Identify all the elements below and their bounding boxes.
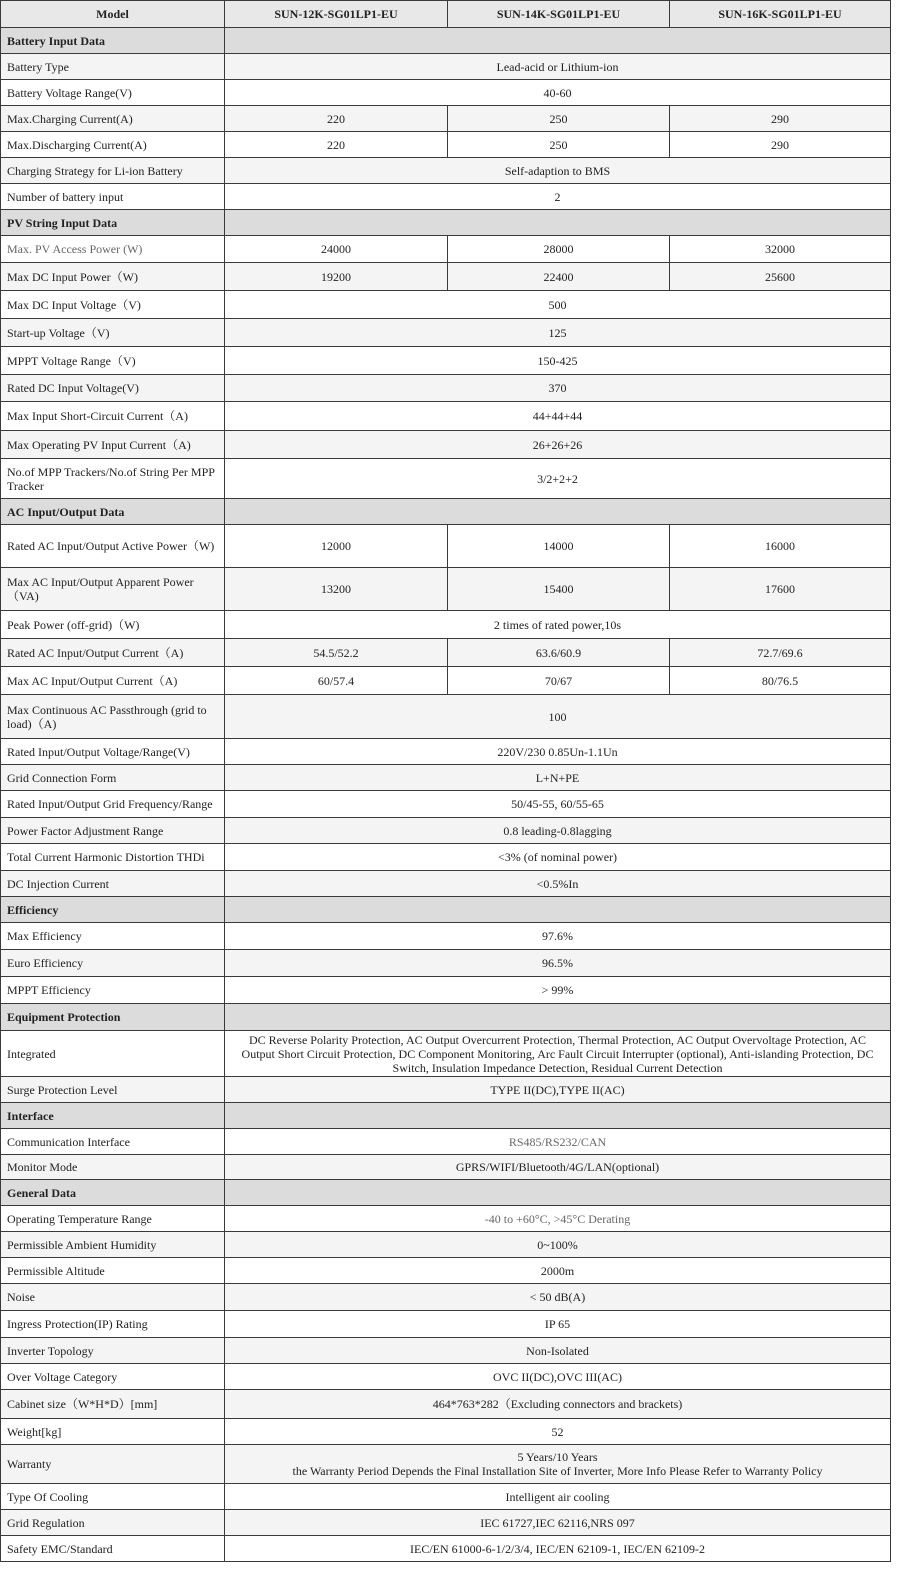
row-label: Type Of Cooling [1, 1484, 225, 1510]
table-row [1, 923, 891, 950]
section-title: Interface [1, 1103, 225, 1129]
row-value-14k: 70/67 [448, 667, 670, 695]
header-row [1, 1, 891, 28]
row-value-12k: 220 [225, 106, 448, 132]
table-row [1, 236, 891, 263]
row-value-12k: 60/57.4 [225, 667, 448, 695]
row-value: 52 [225, 1419, 891, 1445]
row-label: Inverter Topology [1, 1338, 225, 1364]
section-ac [1, 499, 891, 525]
row-value: 2000m [225, 1258, 891, 1284]
table-row [1, 431, 891, 459]
row-value: RS485/RS232/CAN [225, 1129, 891, 1155]
table-row [1, 791, 891, 818]
row-value-16k: 16000 [670, 525, 891, 568]
table-row [1, 1077, 891, 1103]
row-label: Safety EMC/Standard [1, 1536, 225, 1562]
section-pv [1, 210, 891, 236]
row-label: Permissible Altitude [1, 1258, 225, 1284]
row-value: IEC 61727,IEC 62116,NRS 097 [225, 1510, 891, 1536]
table-row [1, 695, 891, 739]
row-label: Max.Charging Current(A) [1, 106, 225, 132]
section-title: PV String Input Data [1, 210, 225, 236]
row-label: Battery Type [1, 54, 225, 80]
row-label: Grid Connection Form [1, 765, 225, 791]
table-row [1, 263, 891, 291]
row-value-14k: 63.6/60.9 [448, 639, 670, 667]
row-value-12k: 12000 [225, 525, 448, 568]
row-value: L+N+PE [225, 765, 891, 791]
row-value: 44+44+44 [225, 402, 891, 431]
row-value: OVC II(DC),OVC III(AC) [225, 1364, 891, 1390]
row-value: > 99% [225, 977, 891, 1004]
table-row [1, 611, 891, 639]
row-value: 96.5% [225, 950, 891, 977]
row-label: Ingress Protection(IP) Rating [1, 1311, 225, 1338]
table-row [1, 132, 891, 158]
row-value: IP 65 [225, 1311, 891, 1338]
section-title: Equipment Protection [1, 1004, 225, 1031]
section-title: Efficiency [1, 897, 225, 923]
table-row [1, 158, 891, 184]
table-row [1, 1510, 891, 1536]
row-label: Number of battery input [1, 184, 225, 210]
section-title: AC Input/Output Data [1, 499, 225, 525]
row-value-16k: 80/76.5 [670, 667, 891, 695]
row-value: 2 [225, 184, 891, 210]
row-label: Noise [1, 1284, 225, 1311]
row-value: <3% (of nominal power) [225, 844, 891, 871]
table-row [1, 54, 891, 80]
row-label: Rated AC Input/Output Active Power（W) [1, 525, 225, 568]
row-value: 0.8 leading-0.8lagging [225, 818, 891, 844]
row-label: Power Factor Adjustment Range [1, 818, 225, 844]
model-header: Model [1, 1, 225, 28]
row-value: Non-Isolated [225, 1338, 891, 1364]
table-row [1, 459, 891, 499]
table-row [1, 319, 891, 347]
table-row [1, 739, 891, 765]
row-value-14k: 250 [448, 132, 670, 158]
warranty-line-2: the Warranty Period Depends the Final Installation Site of Inverter, More Info Please Refer to Warranty Policy [292, 1464, 823, 1478]
row-value: 100 [225, 695, 891, 739]
row-value: Self-adaption to BMS [225, 158, 891, 184]
row-value-16k: 72.7/69.6 [670, 639, 891, 667]
row-label: Max Continuous AC Passthrough (grid to load)（A) [1, 695, 225, 739]
row-label: Max. PV Access Power (W) [1, 236, 225, 263]
table-row [1, 1390, 891, 1419]
row-label: MPPT Voltage Range（V) [1, 347, 225, 375]
row-label: No.of MPP Trackers/No.of String Per MPP Tracker [1, 459, 225, 499]
row-label: Rated AC Input/Output Current（A) [1, 639, 225, 667]
table-row [1, 977, 891, 1004]
section-interface [1, 1103, 891, 1129]
row-label: Max Operating PV Input Current（A) [1, 431, 225, 459]
row-label: Max Input Short-Circuit Current（A) [1, 402, 225, 431]
warranty-line-1: 5 Years/10 Years [517, 1450, 598, 1464]
row-value [225, 1445, 891, 1484]
row-label: Communication Interface [1, 1129, 225, 1155]
table-row [1, 1258, 891, 1284]
row-label: Grid Regulation [1, 1510, 225, 1536]
table-row [1, 525, 891, 568]
table-row [1, 765, 891, 791]
row-value-12k: 13200 [225, 568, 448, 611]
row-label: Warranty [1, 1445, 225, 1484]
row-label: Operating Temperature Range [1, 1206, 225, 1232]
row-value-16k: 17600 [670, 568, 891, 611]
row-label: Rated Input/Output Voltage/Range(V) [1, 739, 225, 765]
row-value-12k: 220 [225, 132, 448, 158]
model-header-14k: SUN-14K-SG01LP1-EU [448, 1, 670, 28]
table-row [1, 291, 891, 319]
table-row [1, 1445, 891, 1484]
row-label: Start-up Voltage（V) [1, 319, 225, 347]
row-value: Lead-acid or Lithium-ion [225, 54, 891, 80]
row-value-14k: 15400 [448, 568, 670, 611]
row-label: Rated DC Input Voltage(V) [1, 375, 225, 402]
table-row [1, 1129, 891, 1155]
row-label: Integrated [1, 1031, 225, 1077]
row-label: Euro Efficiency [1, 950, 225, 977]
row-label: Max Efficiency [1, 923, 225, 950]
table-row [1, 568, 891, 611]
row-value-12k: 24000 [225, 236, 448, 263]
table-row [1, 347, 891, 375]
row-value-14k: 22400 [448, 263, 670, 291]
section-battery [1, 28, 891, 54]
row-value-14k: 250 [448, 106, 670, 132]
section-title: Battery Input Data [1, 28, 225, 54]
table-row [1, 1206, 891, 1232]
table-row [1, 818, 891, 844]
row-value: TYPE II(DC),TYPE II(AC) [225, 1077, 891, 1103]
row-value: < 50 dB(A) [225, 1284, 891, 1311]
row-value: 0~100% [225, 1232, 891, 1258]
table-row [1, 1536, 891, 1562]
row-value-16k: 290 [670, 106, 891, 132]
row-value: <0.5%In [225, 871, 891, 897]
row-value: 220V/230 0.85Un-1.1Un [225, 739, 891, 765]
row-label: Permissible Ambient Humidity [1, 1232, 225, 1258]
row-value-14k: 28000 [448, 236, 670, 263]
row-label: Battery Voltage Range(V) [1, 80, 225, 106]
table-row [1, 375, 891, 402]
row-label: Over Voltage Category [1, 1364, 225, 1390]
table-row [1, 639, 891, 667]
row-value: 500 [225, 291, 891, 319]
row-value: 464*763*282（Excluding connectors and brackets) [225, 1390, 891, 1419]
row-label: DC Injection Current [1, 871, 225, 897]
table-row [1, 1484, 891, 1510]
row-label: Weight[kg] [1, 1419, 225, 1445]
row-label: MPPT Efficiency [1, 977, 225, 1004]
row-value: GPRS/WIFI/Bluetooth/4G/LAN(optional) [225, 1155, 891, 1180]
row-value: 3/2+2+2 [225, 459, 891, 499]
row-value-14k: 14000 [448, 525, 670, 568]
section-general [1, 1180, 891, 1206]
row-label: Cabinet size（W*H*D）[mm] [1, 1390, 225, 1419]
row-value: Intelligent air cooling [225, 1484, 891, 1510]
row-value: 40-60 [225, 80, 891, 106]
table-row [1, 402, 891, 431]
section-protection [1, 1004, 891, 1031]
row-label: Rated Input/Output Grid Frequency/Range [1, 791, 225, 818]
row-label: Peak Power (off-grid)（W) [1, 611, 225, 639]
row-value-16k: 25600 [670, 263, 891, 291]
table-row [1, 1338, 891, 1364]
table-row [1, 1311, 891, 1338]
row-value-16k: 32000 [670, 236, 891, 263]
section-title: General Data [1, 1180, 225, 1206]
table-row [1, 80, 891, 106]
table-row [1, 1232, 891, 1258]
table-row [1, 871, 891, 897]
row-value-12k: 19200 [225, 263, 448, 291]
row-value: 125 [225, 319, 891, 347]
row-label: Charging Strategy for Li-ion Battery [1, 158, 225, 184]
row-label: Max DC Input Voltage（V) [1, 291, 225, 319]
row-label: Max.Discharging Current(A) [1, 132, 225, 158]
row-label: Max AC Input/Output Apparent Power（VA) [1, 568, 225, 611]
row-value: 26+26+26 [225, 431, 891, 459]
section-efficiency [1, 897, 891, 923]
row-value: DC Reverse Polarity Protection, AC Output Overcurrent Protection, Thermal Protection, AC Output Overvoltage Protection, AC Output Short Circuit Protection, DC Component Monitoring, Arc Fault Circuit Interrupter (optional), Anti-islanding Protection, DC Switch, Insulation Impedance Detection, Residual Current Detection [225, 1031, 891, 1077]
row-value: 50/45-55, 60/55-65 [225, 791, 891, 818]
row-value: 370 [225, 375, 891, 402]
table-row [1, 1284, 891, 1311]
row-value: 97.6% [225, 923, 891, 950]
model-header-12k: SUN-12K-SG01LP1-EU [225, 1, 448, 28]
row-value: IEC/EN 61000-6-1/2/3/4, IEC/EN 62109-1, IEC/EN 62109-2 [225, 1536, 891, 1562]
table-row [1, 667, 891, 695]
row-value-16k: 290 [670, 132, 891, 158]
row-label: Max AC Input/Output Current（A) [1, 667, 225, 695]
row-label: Monitor Mode [1, 1155, 225, 1180]
row-value-12k: 54.5/52.2 [225, 639, 448, 667]
table-row [1, 844, 891, 871]
row-value: -40 to +60°C, >45°C Derating [225, 1206, 891, 1232]
row-label: Max DC Input Power（W) [1, 263, 225, 291]
table-row [1, 950, 891, 977]
table-row [1, 184, 891, 210]
row-label: Total Current Harmonic Distortion THDi [1, 844, 225, 871]
row-value: 150-425 [225, 347, 891, 375]
table-row [1, 1419, 891, 1445]
model-header-16k: SUN-16K-SG01LP1-EU [670, 1, 891, 28]
table-row [1, 1031, 891, 1077]
table-row [1, 106, 891, 132]
row-label: Surge Protection Level [1, 1077, 225, 1103]
table-row [1, 1364, 891, 1390]
row-value: 2 times of rated power,10s [225, 611, 891, 639]
table-row [1, 1155, 891, 1180]
